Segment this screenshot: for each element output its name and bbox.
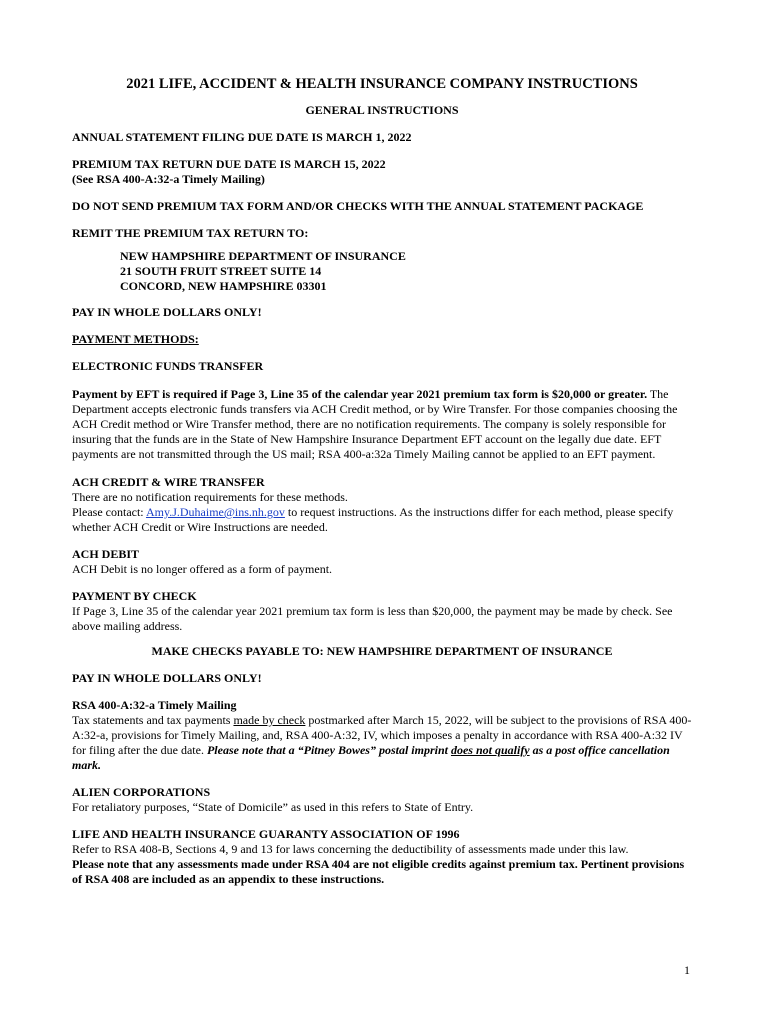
- payment-methods-heading: PAYMENT METHODS:: [72, 332, 199, 346]
- address-line-2: 21 SOUTH FRUIT STREET SUITE 14: [120, 264, 322, 278]
- do-not-send-notice: DO NOT SEND PREMIUM TAX FORM AND/OR CHECKS WITH THE ANNUAL STATEMENT PACKAGE: [72, 199, 644, 213]
- alien-heading: ALIEN CORPORATIONS: [72, 785, 211, 799]
- annual-due-date: ANNUAL STATEMENT FILING DUE DATE IS MARCH 1, 2022: [72, 130, 412, 144]
- ach-wire-contact: [72, 505, 692, 535]
- timely-mailing-body: [72, 713, 692, 773]
- premium-due-date: PREMIUM TAX RETURN DUE DATE IS MARCH 15, 2022: [72, 157, 386, 171]
- check-body: If Page 3, Line 35 of the calendar year 2021 premium tax form is less than $20,000, the payment may be made by check. See above mailing address.: [72, 604, 673, 633]
- contact-prefix: Please contact:: [72, 505, 146, 519]
- eft-paragraph: [72, 387, 692, 462]
- guaranty-note: Please note that any assessments made under RSA 404 are not eligible credits against premium tax. Pertinent provisions of RSA 408 are included as an appendix to these instructions.: [72, 857, 685, 886]
- premium-due-reference: (See RSA 400-A:32-a Timely Mailing): [72, 172, 265, 186]
- eft-heading: ELECTRONIC FUNDS TRANSFER: [72, 359, 264, 373]
- document-title: 2021 LIFE, ACCIDENT & HEALTH INSURANCE COMPANY INSTRUCTIONS: [126, 76, 638, 92]
- ach-debit-heading: ACH DEBIT: [72, 547, 140, 561]
- document-subtitle: GENERAL INSTRUCTIONS: [305, 103, 459, 117]
- remit-to-heading: REMIT THE PREMIUM TAX RETURN TO:: [72, 226, 309, 240]
- payable-to-notice: MAKE CHECKS PAYABLE TO: NEW HAMPSHIRE DEPARTMENT OF INSURANCE: [151, 644, 613, 658]
- ach-wire-heading: ACH CREDIT & WIRE TRANSFER: [72, 475, 265, 489]
- contact-email-link[interactable]: Amy.J.Duhaime@ins.nh.gov: [145, 505, 285, 519]
- guaranty-heading: LIFE AND HEALTH INSURANCE GUARANTY ASSOCIATION OF 1996: [72, 827, 460, 841]
- guaranty-body: Refer to RSA 408-B, Sections 4, 9 and 13 for laws concerning the deductibility of assessments made under this law.: [72, 842, 629, 856]
- address-line-1: NEW HAMPSHIRE DEPARTMENT OF INSURANCE: [120, 249, 406, 263]
- check-heading: PAYMENT BY CHECK: [72, 589, 197, 603]
- ach-wire-line: There are no notification requirements for these methods.: [72, 490, 348, 504]
- address-line-3: CONCORD, NEW HAMPSHIRE 03301: [120, 279, 327, 293]
- timely-note-post: as a post office cancellation mark.: [72, 743, 670, 772]
- timely-mailing-heading: RSA 400-A:32-a Timely Mailing: [72, 698, 237, 712]
- timely-pre: Tax statements and tax payments: [72, 713, 234, 727]
- timely-mid: postmarked after March 15, 2022, will be subject to the provisions of RSA 400-A:32-a, provisions for Timely Mailing, and, RSA 400-A:32, IV, which imposes a penalty in accordance with RSA 400-A:32 IV for filing after the due date.: [72, 713, 692, 757]
- alien-body: For retaliatory purposes, “State of Domicile” as used in this refers to State of Entry.: [72, 800, 474, 814]
- remit-address: [120, 249, 692, 294]
- pay-whole-dollars-notice-2: PAY IN WHOLE DOLLARS ONLY!: [72, 671, 262, 685]
- timely-made-by-check: made by check: [233, 713, 306, 727]
- contact-suffix: to request instructions. As the instructions differ for each method, please specify whether ACH Credit or Wire Instructions are needed.: [72, 505, 674, 534]
- timely-note-pre: Please note that a “Pitney Bowes” postal imprint: [206, 743, 451, 757]
- ach-debit-body: ACH Debit is no longer offered as a form of payment.: [72, 562, 333, 576]
- eft-requirement-period: .: [644, 387, 648, 401]
- eft-body: The Department accepts electronic funds transfers via ACH Credit method, or by Wire Transfer. For those companies choosing the ACH Credit method or Wire Transfer method, there are no notification requirements. The company is solely responsible for insuring that the funds are in the State of New Hampshire Insurance Department EFT account on the legally due date. EFT payments are not transmitted through the US mail; RSA 400-a:32a Timely Mailing cannot be applied to an EFT payment.: [72, 387, 678, 461]
- page-number: 1: [684, 963, 690, 977]
- eft-requirement: Payment by EFT is required if Page 3, Line 35 of the calendar year 2021 premium tax form is $20,000 or greater: [72, 387, 645, 401]
- document-body: [72, 75, 692, 887]
- pay-whole-dollars-notice: PAY IN WHOLE DOLLARS ONLY!: [72, 305, 262, 319]
- timely-note-underlined: does not qualify: [450, 743, 530, 757]
